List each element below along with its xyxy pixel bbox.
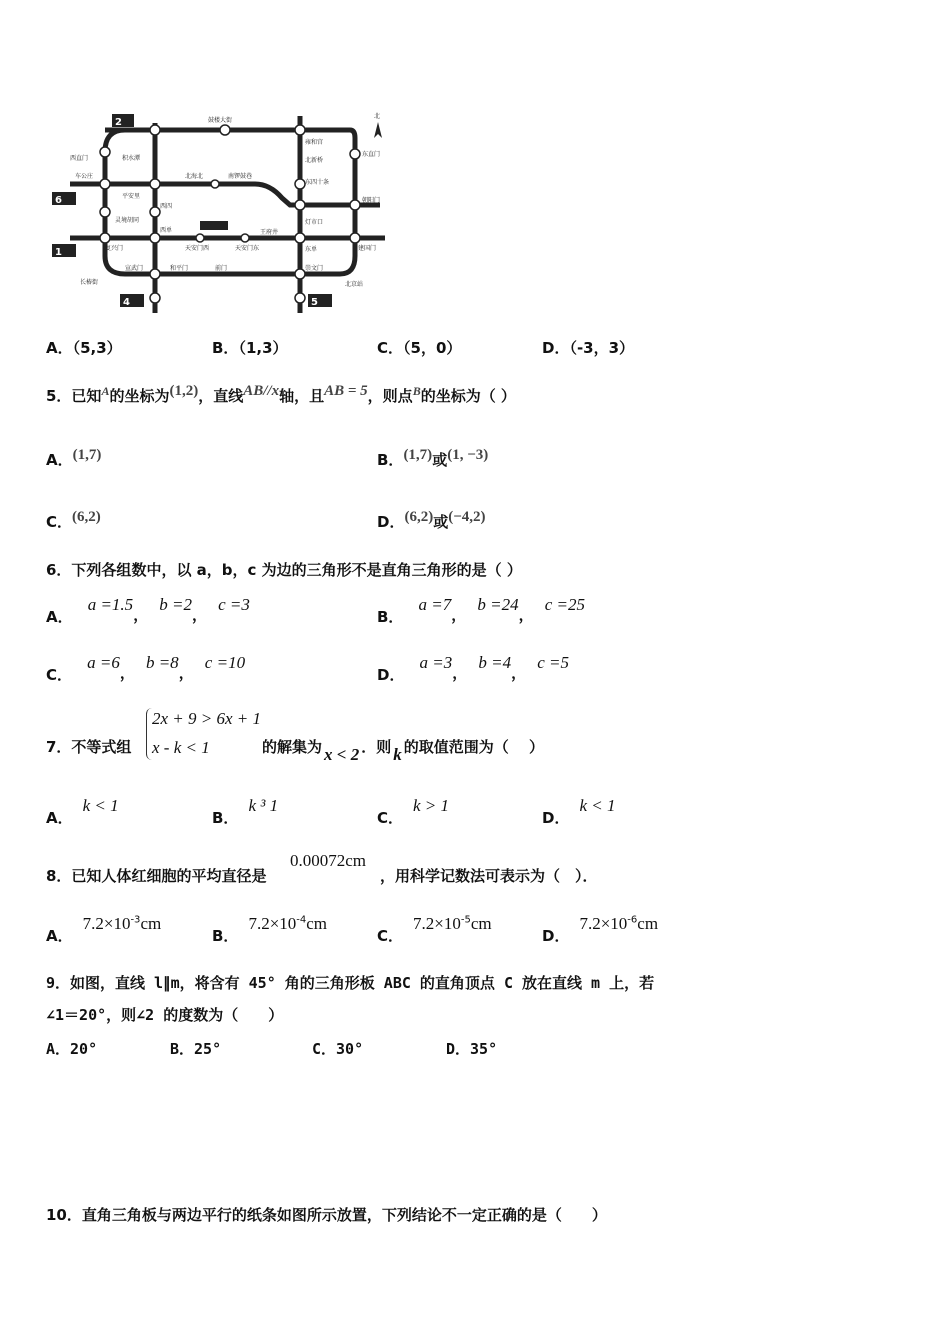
q7-option-c: C．k > 1 [377, 796, 450, 827]
svg-text:6: 6 [55, 195, 62, 206]
q5-option-d: D．$^{(6,2)}$或$^{(-4,2)}$ [377, 509, 486, 531]
q9-stem-line1: 9．如图，直线 l∥m，将含有 45° 角的三角形板 ABC 的直角顶点 C 放在直线 m 上，若 [46, 974, 655, 992]
station-label: 复兴门 [105, 245, 124, 252]
q8-option-c: C．$7.2\times 10^{-5}cm$ [377, 914, 492, 945]
station-label: 灯市口 [305, 219, 324, 226]
station-label: 和平门 [170, 265, 189, 272]
station-label: 王府井 [260, 229, 279, 236]
q4-option-a: A．（5,3） [46, 339, 122, 357]
q7-option-b: B．k ³ 1 [212, 796, 279, 827]
q6-option-d: D． a =3， b =4， c =5 [377, 653, 570, 684]
station-label: 长椿街 [80, 279, 99, 286]
q7-option-d: D．k < 1 [542, 796, 616, 827]
station-label: 雍和宫 [305, 139, 324, 146]
subway-map-figure [50, 108, 395, 318]
q7-inequality-1: 2x + 9 > 6x + 1 [152, 709, 262, 728]
north-label: 北 [374, 113, 381, 120]
q5-option-a: A．$^{(1,7)}$ [46, 447, 102, 469]
station-label: 平安里 [122, 193, 141, 200]
q7-option-a: A．k < 1 [46, 796, 119, 827]
q6-option-b: B． a =7， b =24， c =25 [377, 595, 585, 626]
q4-option-c: C．（5，0） [377, 339, 462, 357]
q9-stem-line2: ∠1＝20°，则∠2 的度数为（ ） [46, 1006, 284, 1024]
station-label: 鼓楼大街 [208, 117, 233, 124]
q8-option-d: D．$7.2\times 10^{-6}cm$ [542, 914, 659, 945]
q9-option-b: B．25° [170, 1040, 222, 1058]
svg-text:1: 1 [55, 247, 62, 258]
q8-stem-prefix: 8．已知人体红细胞的平均直径是 [46, 867, 267, 885]
q9-option-c: C．30° [312, 1040, 364, 1058]
station-label: 北新桥 [305, 157, 324, 164]
q8-option-b: B．$7.2\times 10^{-4}cm$ [212, 914, 328, 945]
q4-option-b: B．（1,3） [212, 339, 288, 357]
station-label: 东单 [305, 246, 318, 253]
station-label: 东四十条 [305, 179, 330, 186]
station-label: 西直门 [70, 155, 89, 162]
q7-inequality-2: x - k < 1 [152, 738, 210, 757]
station-label: 北京站 [345, 281, 364, 288]
station-label: 建国门 [358, 245, 377, 252]
q9-option-d: D．35° [446, 1040, 498, 1058]
q6-stem: 6．下列各组数中，以 a，b，c 为边的三角形不是直角三角形的是（ ） [46, 561, 522, 579]
station-label: 东直门 [362, 151, 381, 158]
q5-option-c: C．$^{(6,2)}$ [46, 509, 101, 531]
q8-stem-suffix: ，用科学记数法可表示为（ ）． [380, 867, 598, 885]
station-label: 积水潭 [122, 155, 141, 162]
station-label: 北海北 [185, 173, 204, 180]
station-label: 朝阳门 [362, 197, 381, 204]
q8-option-a: A．$7.2\times 10^{-3}cm$ [46, 914, 162, 945]
station-label: 车公庄 [75, 173, 94, 180]
station-label: 天安门西 [185, 245, 210, 252]
q5-stem: 5．已知$^A$的坐标为$^{(1,2)}$，直线$^{AB//x}$轴，且$^{AB = 5}$，则点$^B$的坐标为（ ） [46, 383, 516, 405]
station-label: 西四 [160, 203, 173, 210]
svg-text:4: 4 [123, 297, 130, 308]
q6-option-c: C． a =6， b =8， c =10 [46, 653, 246, 684]
q10-stem: 10．直角三角板与两边平行的纸条如图所示放置，下列结论不一定正确的是（ ） [46, 1206, 607, 1224]
q7-solution-text: 的解集为 x < 2 ．则 k 的取值范围为（ ） [262, 738, 544, 764]
q5-option-b: B．$^{(1,7)}$或$^{(1, -3)}$ [377, 447, 489, 469]
q6-option-a: A． a =1.5， b =2， c =3 [46, 595, 250, 626]
q7-prefix: 7．不等式组 [46, 738, 132, 756]
station-label: 灵境胡同 [115, 217, 140, 224]
svg-text:5: 5 [311, 297, 318, 308]
station-label: 天安门东 [235, 245, 260, 252]
svg-text:2: 2 [115, 117, 122, 128]
station-label: 西单 [160, 227, 173, 234]
q9-option-a: A．20° [46, 1040, 98, 1058]
station-label: 崇文门 [305, 265, 324, 272]
q4-option-d: D．（-3，3） [542, 339, 635, 357]
q8-value: 0.00072cm [290, 851, 367, 870]
station-label: 前门 [215, 265, 228, 272]
station-label: 南锣鼓巷 [228, 173, 253, 180]
station-label: 宣武门 [125, 265, 144, 272]
